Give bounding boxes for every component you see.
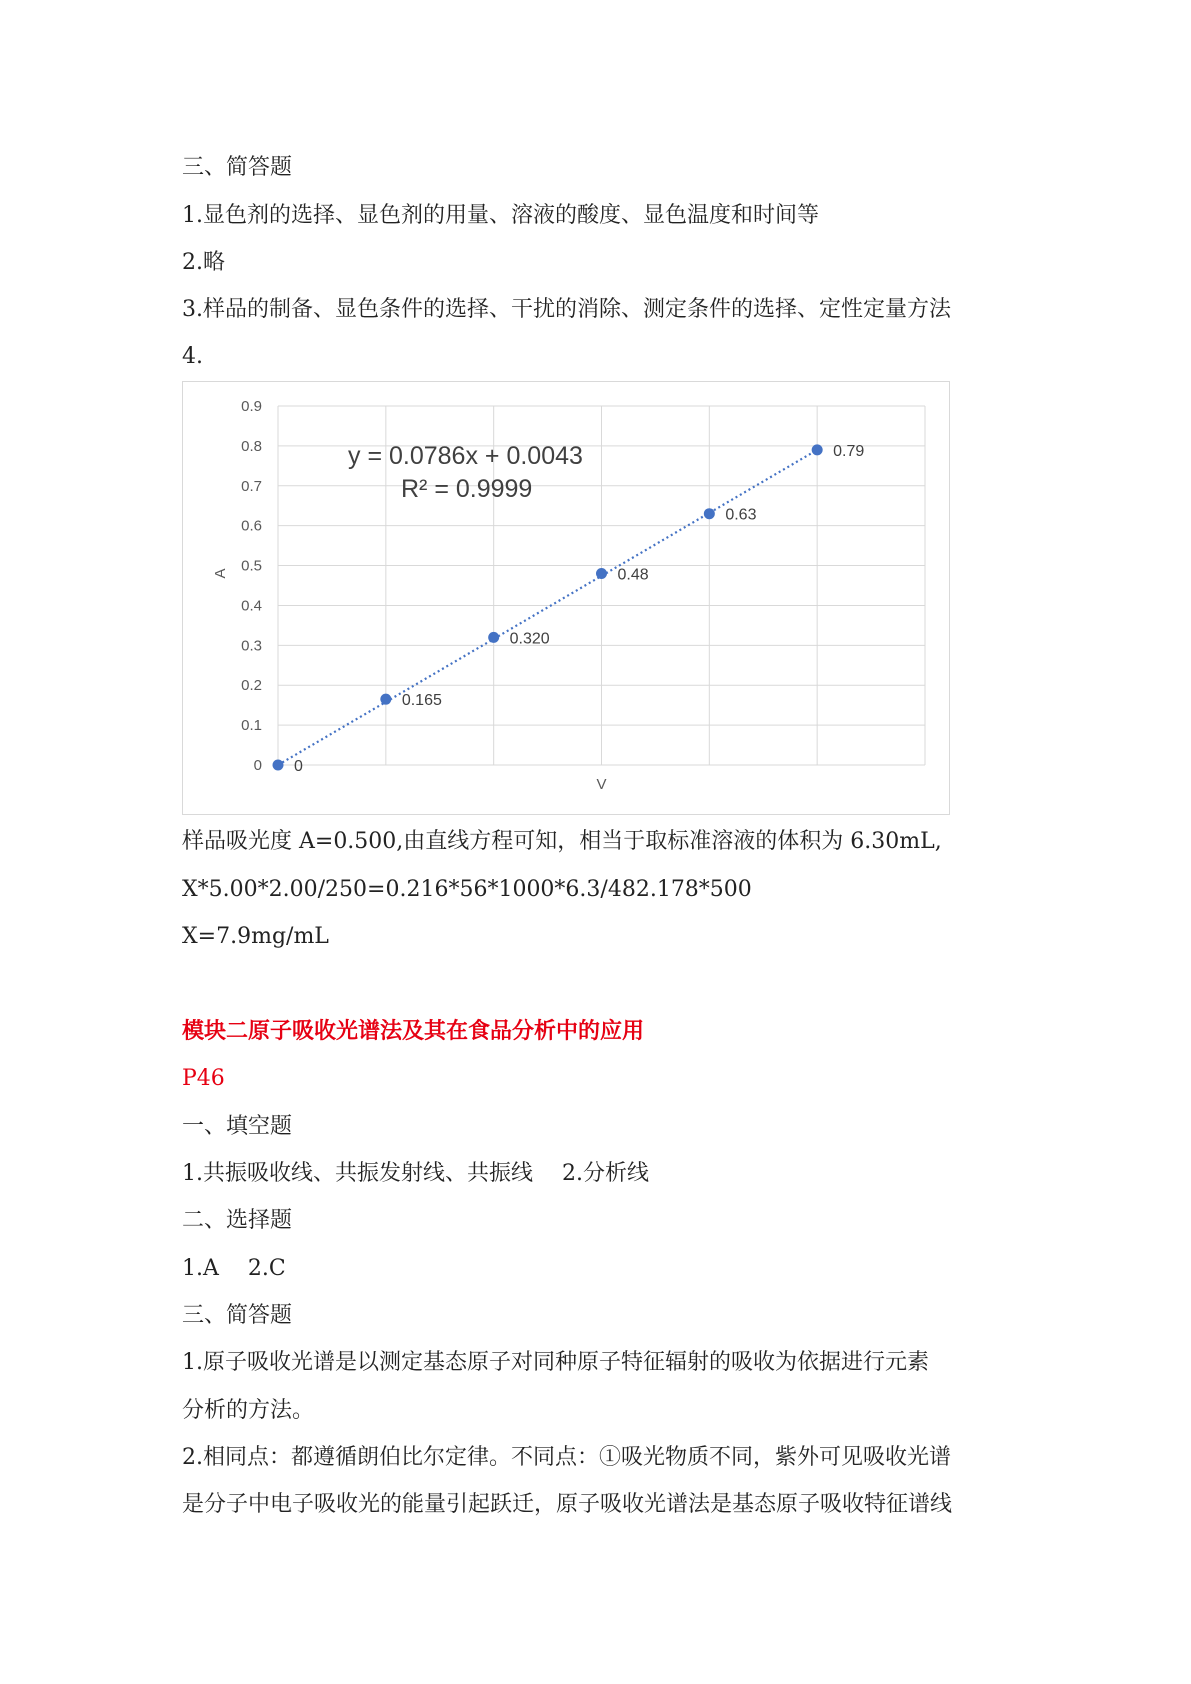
y-tick-label: 0.8 [241,437,262,455]
data-label: 0.79 [833,442,865,460]
trendline-equation: y = 0.0786x + 0.0043 [348,442,583,470]
data-points [273,444,823,770]
data-label: 0.48 [617,566,649,584]
y-tick-label: 0.3 [241,637,262,655]
data-point [488,632,499,643]
trendline [278,450,817,765]
answer-1: 1.显色剂的选择、显色剂的用量、溶液的酸度、显色温度和时间等 [182,203,819,228]
choice-heading: 二、选择题 [182,1208,293,1233]
module-title: 模块二原子吸收光谱法及其在食品分析中的应用 [182,1019,645,1044]
answer-3: 3.样品的制备、显色条件的选择、干扰的消除、测定条件的选择、定性定量方法 [182,297,951,322]
data-point [812,444,823,455]
y-tick-label: 0.7 [241,477,262,495]
fill-in-heading: 一、填空题 [182,1114,293,1139]
answer-4-label: 4. [182,344,203,369]
choice-answers: 1.A 2.C [182,1256,286,1281]
short-answer-heading: 三、简答题 [182,1303,293,1328]
data-point [273,760,284,771]
chart-svg [183,382,949,814]
data-point [704,508,715,519]
data-label: 0.63 [725,506,757,524]
data-label: 0.320 [509,630,550,648]
answer-2: 2.略 [182,250,225,275]
y-axis-label: A [212,568,229,579]
data-label: 0.165 [401,692,442,710]
section-heading-short-answer: 三、简答题 [182,155,293,180]
calc-line-1: 样品吸光度 A=0.500,由直线方程可知，相当于取标准溶液的体积为 6.30mL, [182,829,942,854]
y-tick-label: 0.1 [241,717,262,735]
short-answer-1-line-2: 分析的方法。 [182,1398,315,1423]
y-tick-label: 0.2 [241,677,262,695]
data-point [596,568,607,579]
y-tick-label: 0.9 [241,398,262,415]
y-tick-label: 0.6 [241,517,262,535]
calc-line-3: X=7.9mg/mL [182,924,329,949]
y-tick-labels [241,398,262,774]
data-point [380,694,391,705]
short-answer-1-line-1: 1.原子吸收光谱是以测定基态原子对同种原子特征辐射的吸收为依据进行元素 [182,1350,929,1375]
y-tick-label: 0.5 [241,557,262,575]
short-answer-2-line-1: 2.相同点：都遵循朗伯比尔定律。不同点：①吸光物质不同，紫外可见吸收光谱 [182,1445,951,1470]
y-tick-label: 0.4 [241,597,262,615]
fill-in-answers: 1.共振吸收线、共振发射线、共振线 2.分析线 [182,1161,649,1186]
y-tick-label: 0 [253,757,262,774]
page-reference: P46 [182,1066,225,1091]
calc-line-2: X*5.00*2.00/250=0.216*56*1000*6.3/482.178*500 [182,877,752,902]
x-axis-label: V [596,776,607,793]
data-label: 0 [294,758,303,775]
r-squared-label: R² = 0.9999 [401,475,533,503]
calibration-chart [182,381,950,815]
short-answer-2-line-2: 是分子中电子吸收光的能量引起跃迁，原子吸收光谱法是基态原子吸收特征谱线 [182,1492,953,1517]
